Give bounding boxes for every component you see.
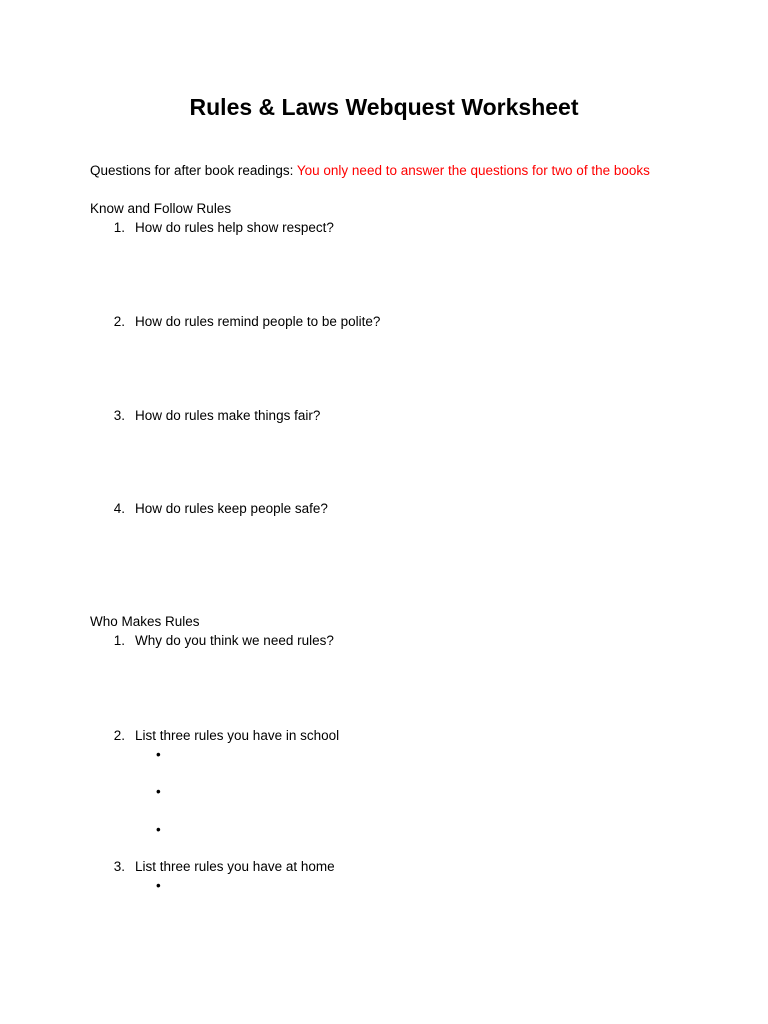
page-title: Rules & Laws Webquest Worksheet — [189, 94, 579, 120]
question-item — [90, 500, 328, 518]
question-number: 1. — [113, 220, 125, 235]
question-item — [90, 219, 334, 237]
bullet-point: • — [156, 784, 161, 799]
question-number: 2. — [113, 314, 125, 329]
instructions-label: Questions for after book readings: — [90, 163, 297, 178]
instructions-line — [90, 162, 650, 180]
question-text: Why do you think we need rules? — [135, 633, 334, 648]
question-item — [90, 858, 335, 876]
question-number: 4. — [113, 501, 125, 516]
question-text: List three rules you have at home — [135, 859, 335, 874]
question-item — [90, 727, 339, 745]
question-text: How do rules remind people to be polite? — [135, 314, 381, 329]
bullet-point: • — [156, 822, 161, 837]
question-item — [90, 632, 334, 650]
section-heading-know-and-follow-rules: Know and Follow Rules — [90, 201, 232, 216]
question-text: How do rules keep people safe? — [135, 501, 328, 516]
question-number: 3. — [113, 408, 125, 423]
question-text: List three rules you have in school — [135, 728, 340, 743]
bullet-point: • — [156, 878, 161, 893]
instructions-note: You only need to answer the questions for two of the books — [296, 163, 650, 178]
question-item — [90, 407, 320, 425]
question-text: How do rules help show respect? — [135, 220, 334, 235]
question-text: How do rules make things fair? — [135, 408, 321, 423]
bullet-point: • — [156, 747, 161, 762]
question-number: 1. — [113, 633, 125, 648]
question-number: 3. — [113, 859, 125, 874]
question-number: 2. — [113, 728, 125, 743]
question-item — [90, 313, 380, 331]
section-heading-who-makes-rules: Who Makes Rules — [90, 614, 200, 629]
